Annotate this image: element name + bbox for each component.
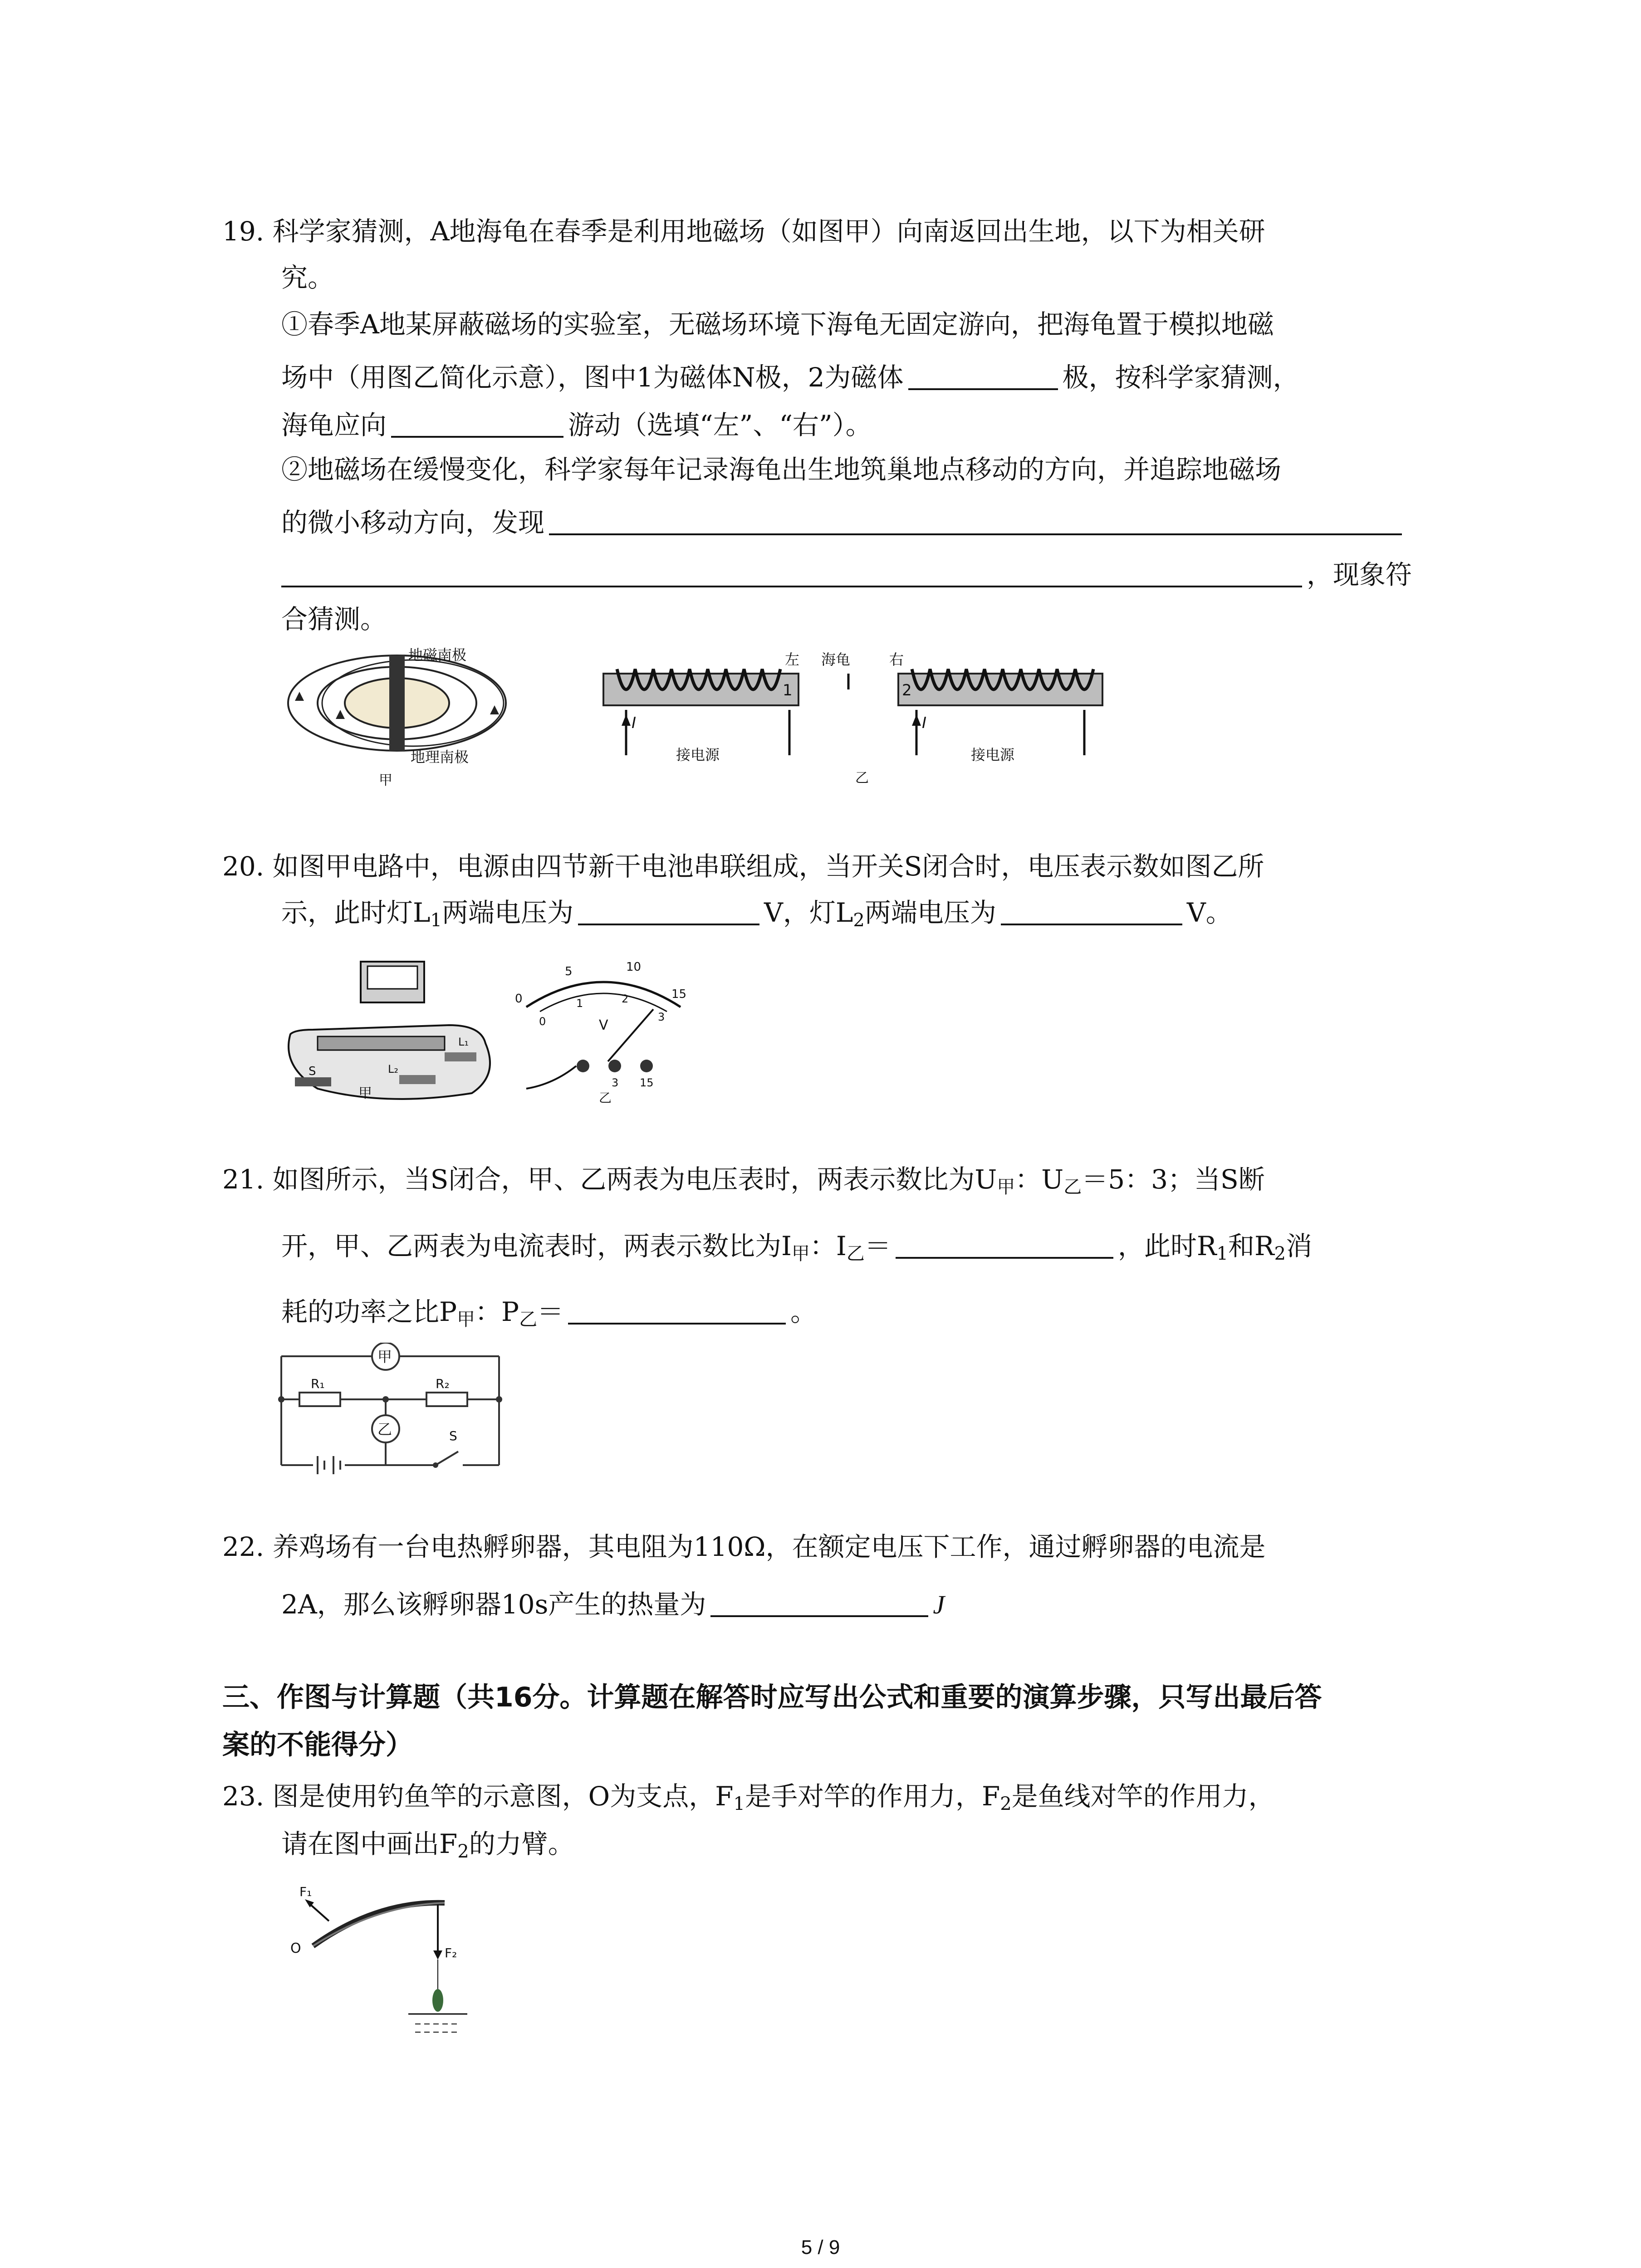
q22-text: 2A，那么该孵卵器10s产生的热量为 [281, 1589, 706, 1620]
q21-text: 耗的功率之比P [281, 1296, 457, 1327]
meter-jia-label: 甲 [377, 1348, 392, 1365]
q20-text: 两端电压为 [864, 897, 996, 928]
q21-line-2 [281, 1227, 1312, 1272]
q20-text: V。 [1186, 897, 1232, 928]
subscript: 1 [733, 1794, 745, 1814]
q22-unit: J [933, 1590, 945, 1619]
subscript: 乙 [519, 1309, 538, 1330]
q19-line-4 [281, 358, 1299, 396]
answer-blank-l2-voltage[interactable] [1001, 894, 1182, 925]
power-label-right: 接电源 [971, 746, 1015, 763]
resistor-r2-label: R₂ [436, 1376, 450, 1391]
resistor-r1-label: R₁ [311, 1376, 325, 1391]
q21-line-3 [281, 1293, 817, 1338]
dial-tick-inner: 2 [622, 992, 629, 1005]
q21-text: 和R [1228, 1231, 1274, 1261]
subscript: 2 [853, 910, 865, 931]
q19-text: 的微小移动方向，发现 [281, 507, 545, 538]
q21-text: ＝ [864, 1231, 891, 1261]
dial-tick-inner: 3 [658, 1011, 665, 1023]
meter-yi-label: 乙 [377, 1421, 392, 1438]
subscript: 乙 [846, 1243, 865, 1264]
terminal-label: 15 [640, 1076, 654, 1089]
q23-text: 23. 图是使用钓鱼竿的示意图，O为支点，F [222, 1781, 734, 1812]
lamp-l1-label: L₁ [458, 1036, 469, 1048]
power-label-left: 接电源 [676, 746, 720, 763]
pivot-o-label: O [290, 1941, 301, 1956]
q20-text: V，灯L [764, 897, 853, 928]
subscript: 甲 [791, 1243, 810, 1264]
answer-blank-l1-voltage[interactable] [578, 894, 759, 925]
answer-blank-direction[interactable] [391, 406, 563, 438]
fishing-rod-figure [286, 1878, 476, 2068]
q19-text: 极，按科学家猜测， [1062, 362, 1299, 393]
subscript: 甲 [457, 1309, 475, 1330]
q21-text: ＝5：3；当S断 [1082, 1164, 1265, 1195]
q19-text: 海龟应向 [281, 410, 387, 440]
q20-text: 示，此时灯L [281, 897, 431, 928]
left-label: 左 [785, 651, 800, 668]
section-3-heading-line-2: 案的不能得分） [222, 1729, 413, 1761]
subscript: 甲 [997, 1177, 1015, 1198]
switch-label: S [449, 1428, 457, 1443]
page-number: 5 / 9 [801, 2236, 840, 2258]
q23-text: 是手对竿的作用力，F [745, 1781, 1000, 1812]
q19-text: 游动（选填“左”、“右”）。 [568, 410, 872, 440]
answer-blank-power-ratio[interactable] [568, 1293, 786, 1325]
q22-line-1: 22. 养鸡场有一台电热孵卵器，其电阻为110Ω，在额定电压下工作，通过孵卵器的电流是 [222, 1531, 1266, 1562]
subscript: 2 [457, 1841, 469, 1862]
q19-line-2: 究。 [281, 262, 334, 293]
q21-text: ，此时R [1117, 1231, 1217, 1261]
q23-text: 是鱼线对竿的作用力， [1011, 1781, 1275, 1812]
q19-line-1: 19. 科学家猜测，A地海龟在春季是利用地磁场（如图甲）向南返回出生地，以下为相关研 [222, 216, 1265, 247]
q21-text: ：I [809, 1231, 847, 1261]
q21-text: ：U [1015, 1164, 1064, 1195]
q23-text: 的力臂。 [469, 1828, 574, 1859]
dial-tick-inner: 0 [539, 1015, 546, 1028]
dial-tick-top: 0 [515, 992, 523, 1006]
pole-mark-1: 1 [783, 681, 793, 699]
q21-line-1 [222, 1161, 1265, 1205]
circuit-photo-figure [281, 943, 495, 1107]
voltmeter-dial-figure [508, 943, 708, 1107]
q19-text: 场中（用图乙简化示意），图中1为磁体N极，2为磁体 [281, 362, 904, 393]
earth-magnetic-field-figure [272, 646, 526, 792]
q21-text: ＝ [537, 1296, 564, 1327]
current-symbol: I [922, 714, 927, 732]
geomagnetic-south-label: 地磁南极 [408, 646, 467, 664]
dial-tick-top: 10 [626, 960, 642, 974]
subscript: 2 [1274, 1243, 1286, 1264]
answer-blank-current-ratio[interactable] [896, 1227, 1113, 1259]
q23-line-2 [281, 1826, 574, 1870]
subscript: 1 [430, 910, 442, 931]
q19-text: ，现象符 [1307, 559, 1412, 590]
right-label: 右 [889, 651, 904, 668]
subscript: 2 [1000, 1794, 1012, 1814]
q23-line-1 [222, 1778, 1275, 1822]
pole-mark-2: 2 [902, 681, 912, 699]
subscript: 1 [1216, 1243, 1228, 1264]
q21-text: 21. 如图所示，当S闭合，甲、乙两表为电压表时，两表示数比为U [222, 1164, 997, 1195]
answer-blank-observation-1[interactable] [549, 503, 1402, 535]
q20-line-1: 20. 如图甲电路中，电源由四节新干电池串联组成，当开关S闭合时，电压表示数如图乙所 [222, 851, 1264, 882]
force-f1-label: F₁ [299, 1884, 312, 1899]
figure-caption-yi: 乙 [599, 1090, 612, 1105]
q19-line-9: 合猜测。 [281, 604, 387, 635]
q20-text: 两端电压为 [441, 897, 573, 928]
q19-line-7 [281, 503, 1402, 541]
current-symbol: I [632, 714, 637, 732]
q19-line-6: ②地磁场在缓慢变化，科学家每年记录海龟出生地筑巢地点移动的方向，并追踪地磁场 [281, 454, 1282, 485]
solenoids-figure [599, 646, 1121, 792]
lamp-l2-label: L₂ [388, 1063, 398, 1075]
q21-text: ：P [475, 1296, 519, 1327]
q21-text: 。 [790, 1296, 817, 1327]
q21-text: 消 [1286, 1231, 1313, 1261]
answer-blank-observation-2[interactable] [281, 556, 1302, 587]
section-3-heading-line-1: 三、作图与计算题（共16分。计算题在解答时应写出公式和重要的演算步骤，只写出最后答 [222, 1681, 1322, 1713]
force-f2-label: F₂ [445, 1945, 457, 1960]
subscript: 乙 [1063, 1177, 1082, 1198]
terminal-label: 3 [612, 1076, 619, 1089]
geographic-south-label: 地理南极 [411, 748, 469, 766]
answer-blank-pole[interactable] [908, 358, 1058, 390]
answer-blank-heat[interactable] [710, 1585, 928, 1617]
q19-line-8 [281, 556, 1412, 593]
voltmeter-unit: V [599, 1017, 608, 1033]
dial-tick-top: 15 [671, 987, 687, 1001]
q19-line-3: ①春季A地某屏蔽磁场的实验室，无磁场环境下海龟无固定游向，把海龟置于模拟地磁 [281, 309, 1274, 340]
q19-line-5 [281, 406, 872, 443]
q23-text: 请在图中画出F [281, 1828, 458, 1859]
figure-caption-jia: 甲 [379, 772, 392, 788]
q20-line-2 [281, 894, 1232, 938]
figure-caption-yi: 乙 [855, 770, 869, 786]
q21-text: 开，甲、乙两表为电流表时，两表示数比为I [281, 1231, 792, 1261]
circuit-diagram-figure [272, 1343, 508, 1474]
dial-tick-top: 5 [565, 965, 573, 978]
q22-line-2 [281, 1585, 945, 1623]
turtle-label: 海龟 [821, 651, 851, 668]
switch-label: S [309, 1065, 316, 1078]
figure-caption-jia: 甲 [358, 1085, 372, 1101]
dial-tick-inner: 1 [576, 997, 583, 1010]
